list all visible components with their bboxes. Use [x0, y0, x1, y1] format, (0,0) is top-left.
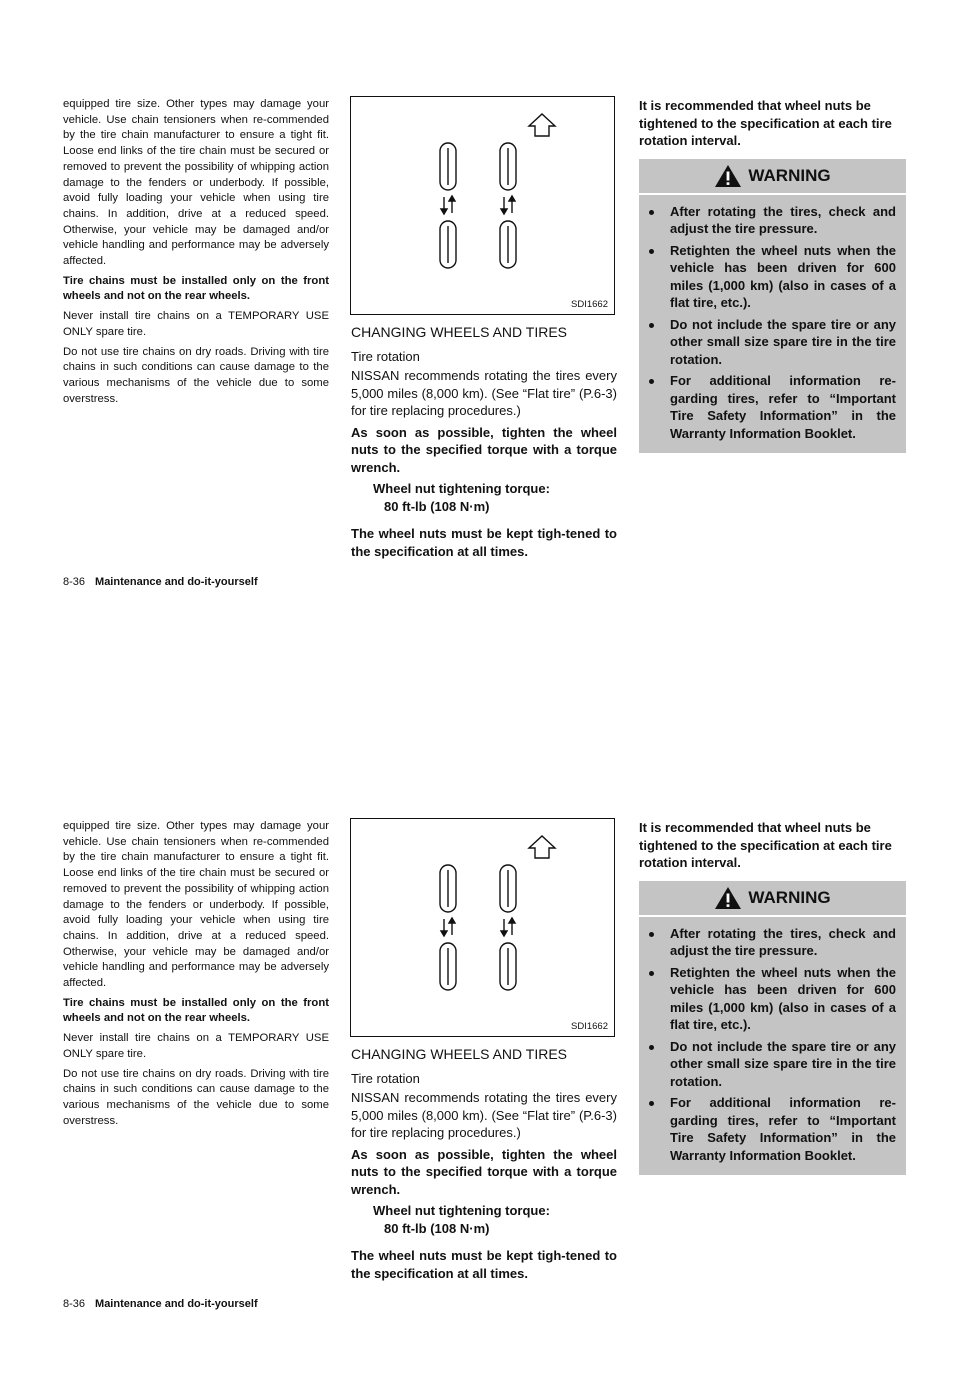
tire-chains-paragraph: equipped tire size. Other types may damage your vehicle. Use chain tensioners when re-commended by the tire chain manufacturer to ensure a tight fit. Loose end links of the tire chain must be secured or removed to prevent the possibility of whipping action damage to the fenders or underbody. If possible, avoid fully loading your vehicle when using tire chains. In addition, drive at a reduced speed. Otherwise, your vehicle may be damaged and/or vehicle handling and performance may be adversely affected. — [63, 98, 329, 268]
warning-title: WARNING — [748, 887, 831, 907]
warning-column — [639, 819, 905, 1175]
temporary-spare-note: Never install tire chains on a TEMPORARY USE ONLY spare tire. — [63, 310, 329, 338]
warning-item — [649, 1038, 896, 1091]
page-footer — [63, 1298, 258, 1310]
bullet-icon — [649, 932, 654, 937]
dry-roads-note: Do not use tire chains on dry roads. Driving with tire chains in such conditions can cause damage to the various mechanisms of the vehicle due to some overstress. — [63, 1067, 329, 1127]
front-wheels-only-note: Tire chains must be installed only on the front wheels and not on the rear wheels. — [63, 274, 329, 303]
tire-chains-column — [63, 819, 329, 1133]
tire-chains-paragraph: equipped tire size. Other types may damage your vehicle. Use chain tensioners when re-commended by the tire chain manufacturer to ensure a tight fit. Loose end links of the tire chain must be secured or removed to prevent the possibility of whipping action damage to the fenders or underbody. If possible, avoid fully loading your vehicle when using tire chains. In addition, drive at a reduced speed. Otherwise, your vehicle may be damaged and/or vehicle handling and performance may be adversely affected. — [63, 820, 329, 990]
warning-item-text: Retighten the wheel nuts when the vehicle has been driven for 600 miles (1,000 km) (also in cases of a flat tire, etc.). — [670, 964, 896, 1032]
tire-rotation-diagram — [351, 819, 616, 1038]
bullet-icon — [649, 249, 654, 254]
warning-item — [649, 372, 896, 442]
warning-item — [649, 242, 896, 312]
section-heading: CHANGING WHEELS AND TIRES — [351, 1046, 568, 1062]
tire-rotation-figure — [350, 818, 615, 1037]
temporary-spare-note: Never install tire chains on a TEMPORARY USE ONLY spare tire. — [63, 1032, 329, 1060]
page-footer — [63, 576, 258, 588]
front-wheels-only-note: Tire chains must be installed only on the front wheels and not on the rear wheels. — [63, 996, 329, 1025]
page-number: 8-36 — [63, 576, 86, 588]
bullet-icon — [649, 1045, 654, 1050]
right-swap-arrows-icon — [501, 196, 515, 214]
warning-item-text: Do not include the spare tire or any other small size spare tire in the tire rotation. — [670, 316, 896, 367]
manual-page-bottom — [0, 722, 954, 1382]
bullet-icon — [649, 379, 654, 384]
warning-item — [649, 1094, 896, 1164]
manual-page-top — [0, 0, 954, 660]
rotation-interval-paragraph: NISSAN recommends rotating the tires every 5,000 miles (8,000 km). (See “Flat tire” (P.6-3) for tire replacing procedures.) — [351, 1090, 617, 1140]
warning-list — [639, 195, 906, 454]
warning-item-text: For additional information re-garding tires, refer to “Important Tire Safety Information” in the Warranty Information Booklet. — [670, 373, 896, 441]
torque-label: Wheel nut tightening torque: — [373, 481, 550, 496]
warning-item-text: After rotating the tires, check and adjust the tire pressure. — [670, 203, 896, 236]
warning-item-text: Retighten the wheel nuts when the vehicle has been driven for 600 miles (1,000 km) (also in cases of a flat tire, etc.). — [670, 242, 896, 310]
tire-rotation-figure — [350, 96, 615, 315]
bullet-icon — [649, 1101, 654, 1106]
warning-header — [639, 881, 906, 917]
front-direction-arrow-icon — [529, 836, 555, 858]
warning-item-text: After rotating the tires, check and adjust the tire pressure. — [670, 925, 896, 958]
rotation-interval-paragraph: NISSAN recommends rotating the tires every 5,000 miles (8,000 km). (See “Flat tire” (P.6-3) for tire replacing procedures.) — [351, 368, 617, 418]
tighten-nuts-paragraph: As soon as possible, tighten the wheel nuts to the specified torque with a torque wrench. — [351, 1146, 617, 1197]
warning-triangle-icon — [714, 164, 742, 188]
changing-wheels-column — [351, 1046, 617, 1286]
warning-header — [639, 159, 906, 195]
dry-roads-note: Do not use tire chains on dry roads. Driving with tire chains in such conditions can cause damage to the various mechanisms of the vehicle due to some overstress. — [63, 345, 329, 405]
section-heading: CHANGING WHEELS AND TIRES — [351, 324, 568, 340]
warning-item — [649, 964, 896, 1034]
torque-value: 80 ft-lb (108 N·m) — [384, 498, 490, 514]
section-name: Maintenance and do-it-yourself — [95, 576, 258, 588]
right-swap-arrows-icon — [501, 918, 515, 936]
torque-value: 80 ft-lb (108 N·m) — [384, 1220, 490, 1236]
warning-item-text: For additional information re-garding tires, refer to “Important Tire Safety Information” in the Warranty Information Booklet. — [670, 1095, 896, 1163]
warning-title: WARNING — [748, 165, 831, 185]
warning-box — [639, 881, 906, 1176]
recommendation-paragraph: It is recommended that wheel nuts be tightened to the specification at each tire rotation interval. — [639, 98, 892, 148]
warning-item — [649, 316, 896, 369]
page-number: 8-36 — [63, 1298, 86, 1310]
warning-triangle-icon — [714, 886, 742, 910]
warning-column — [639, 97, 905, 453]
figure-code: SDI1662 — [571, 299, 608, 310]
left-swap-arrows-icon — [441, 918, 455, 936]
warning-item — [649, 925, 896, 960]
front-direction-arrow-icon — [529, 114, 555, 136]
keep-tightened-paragraph: The wheel nuts must be kept tigh-tened to the specification at all times. — [351, 1248, 617, 1281]
keep-tightened-paragraph: The wheel nuts must be kept tigh-tened to the specification at all times. — [351, 526, 617, 559]
torque-label: Wheel nut tightening torque: — [373, 1203, 550, 1218]
subsection-heading: Tire rotation — [351, 1070, 420, 1086]
figure-code: SDI1662 — [571, 1021, 608, 1032]
recommendation-paragraph: It is recommended that wheel nuts be tightened to the specification at each tire rotation interval. — [639, 820, 892, 870]
warning-item — [649, 203, 896, 238]
warning-item-text: Do not include the spare tire or any other small size spare tire in the tire rotation. — [670, 1038, 896, 1089]
bullet-icon — [649, 323, 654, 328]
tire-rotation-diagram — [351, 97, 616, 316]
bullet-icon — [649, 210, 654, 215]
warning-box — [639, 159, 906, 454]
tire-chains-column — [63, 97, 329, 411]
warning-list — [639, 917, 906, 1176]
section-name: Maintenance and do-it-yourself — [95, 1298, 258, 1310]
changing-wheels-column — [351, 324, 617, 564]
subsection-heading: Tire rotation — [351, 348, 420, 364]
bullet-icon — [649, 971, 654, 976]
tighten-nuts-paragraph: As soon as possible, tighten the wheel nuts to the specified torque with a torque wrench. — [351, 424, 617, 475]
left-swap-arrows-icon — [441, 196, 455, 214]
